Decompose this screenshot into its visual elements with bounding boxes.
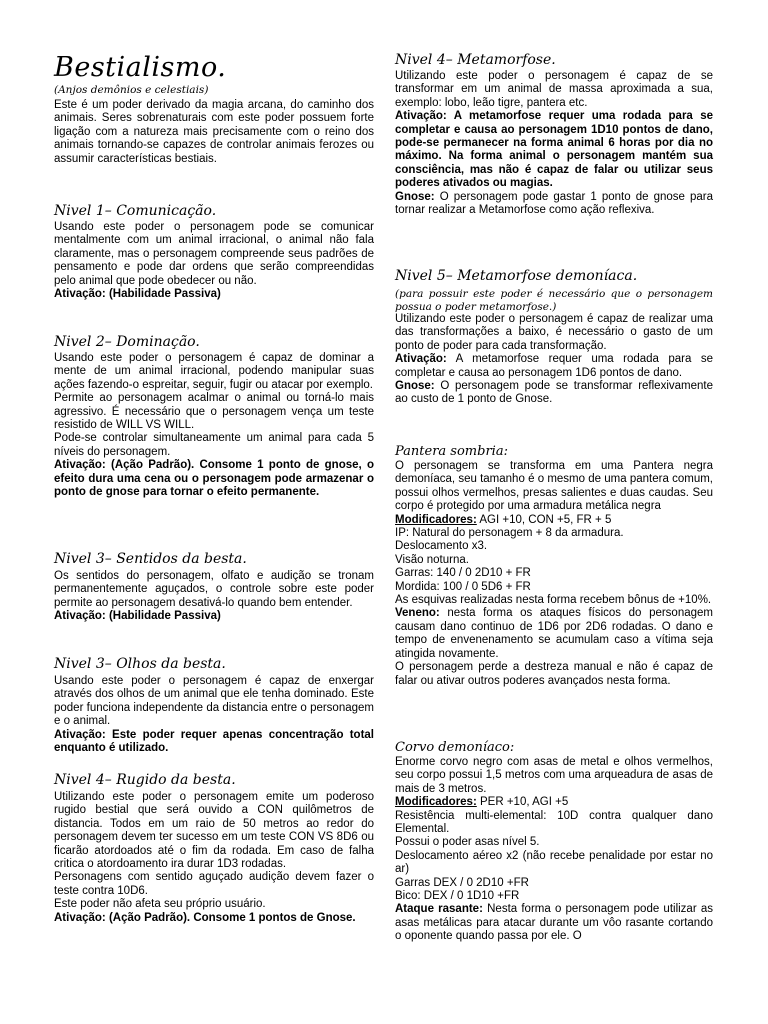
attack-text: Nesta forma o personagem pode utilizar as asas metálicas para atacar durante um vôo rasante cortando o oponente quando passa por ele. O	[395, 903, 713, 943]
modifiers-label: Modificadores:	[395, 513, 477, 526]
panther-line: Garras: 140 / 0 2D10 + FR	[395, 567, 531, 580]
level-4-metamorphosis-section	[395, 70, 713, 217]
raven-modifiers	[395, 796, 713, 809]
level-4-metamorphosis-gnose	[395, 191, 713, 218]
level-4-roar-activation: Ativação: (Ação Padrão). Consome 1 pontos de Gnose.	[54, 911, 356, 924]
level-2-heading: Nivel 2– Dominação.	[54, 334, 200, 350]
level-2-section	[54, 352, 374, 499]
panther-line: IP: Natural do personagem + 8 da armadura.	[395, 527, 624, 540]
venom-text: nesta forma os ataques físicos do personagem causam dano continuo de 1D6 por 2D6 rodadas. O dano e tempo de envenenamento se acumulam caso a vítima seja atingida novamente.	[395, 607, 713, 660]
level-2-text: Usando este poder o personagem é capaz de dominar a mente de um animal irracional, podendo manipular suas ações fazendo-o espreitar, seguir, fugir ou atacar por exemplo.	[54, 352, 374, 391]
panther-heading: Pantera sombria:	[395, 444, 508, 459]
modifiers-label: Modificadores:	[395, 796, 477, 809]
activation-label: Ativação:	[395, 353, 447, 366]
raven-line: Deslocamento aéreo x2 (não recebe penalidade por estar no ar)	[395, 849, 713, 876]
level-1-activation: Ativação: (Habilidade Passiva)	[54, 288, 221, 301]
level-2-activation: Ativação: (Ação Padrão). Consome 1 ponto de gnose, o efeito dura uma cena ou o personagem pode armazenar o ponto de gnose para tornar o efeito permanente.	[54, 459, 374, 499]
level-3-senses-activation: Ativação: (Habilidade Passiva)	[54, 610, 221, 623]
level-3-eyes-section	[54, 675, 374, 755]
raven-line: Bico: DEX / 0 1D10 +FR	[395, 890, 520, 903]
level-3-senses-heading: Nivel 3– Sentidos da besta.	[54, 551, 247, 567]
level-5-text: Utilizando este poder o personagem é capaz de realizar uma das transformações a baixo, é necessário o gasto de um ponto de poder para cada transformação.	[395, 313, 713, 352]
raven-heading: Corvo demoníaco:	[395, 740, 515, 755]
level-5-note: (para possuir este poder é necessário que o personagem possua o poder metamorfose.)	[395, 288, 713, 313]
panther-section	[395, 460, 713, 688]
level-3-eyes-heading: Nivel 3– Olhos da besta.	[54, 656, 226, 672]
gnose-text: O personagem pode se transformar reflexivamente ao custo de 1 ponto de Gnose.	[395, 380, 713, 406]
modifiers-text: AGI +10, CON +5, FR + 5	[476, 513, 612, 526]
attack-label: Ataque rasante:	[395, 903, 483, 916]
level-4-metamorphosis-heading: Nivel 4– Metamorfose.	[395, 52, 556, 68]
level-3-senses-section	[54, 570, 374, 624]
raven-attack	[395, 903, 713, 943]
panther-venom	[395, 607, 713, 661]
level-5-section	[395, 288, 713, 407]
level-4-roar-section	[54, 791, 374, 925]
level-4-metamorphosis-activation: Ativação: A metamorfose requer uma rodada para se completar e causa ao personagem 1D10 pontos de dano, pode-se permanecer na forma animal 6 horas por dia no máximo. Na forma animal o personagem mantém sua consciência, mas não é capaz de falar ou utilizar seus poderes ativados ou magias.	[395, 110, 713, 190]
panther-modifiers	[395, 514, 713, 527]
panther-text: O personagem se transforma em uma Pantera negra demoníaca, seu tamanho é o mesmo de uma pantera comum, possui olhos vermelhos, presas salientes e duas caudas. Seu corpo é protegido por uma armadura metálica negra	[395, 460, 713, 513]
gnose-text: O personagem pode gastar 1 ponto de gnose para tornar realizar a Metamorfose como ação reflexiva.	[395, 190, 713, 217]
level-3-senses-text: Os sentidos do personagem, olfato e audição se tronam permanentemente aguçados, o controle sobre este poder permite ao personagem desativá-lo quando bem entender.	[54, 570, 374, 609]
panther-line: Visão noturna.	[395, 553, 469, 566]
raven-text: Enorme corvo negro com asas de metal e olhos vermelhos, seu corpo possui 1,5 metros com uma arqueadura de asas de mais de 3 metros.	[395, 756, 713, 795]
level-4-roar-text-2: Personagens com sentido aguçado audição devem fazer o teste contra 10D6.	[54, 871, 374, 897]
level-3-eyes-text: Usando este poder o personagem é capaz de enxergar através dos olhos de um animal que ele tenha dominado. Este poder funciona independente da distancia entre o personagem e o animal.	[54, 675, 374, 728]
gnose-label: Gnose:	[395, 190, 435, 203]
level-5-gnose	[395, 380, 713, 407]
level-4-roar-text-3: Este poder não afeta seu próprio usuário.	[54, 898, 266, 911]
level-3-eyes-activation: Ativação: Este poder requer apenas concentração total enquanto é utilizado.	[54, 728, 374, 755]
level-2-text-2: Permite ao personagem acalmar o animal ou torná-lo mais agressivo. É necessário que o personagem vença um teste resistido de WILL VS WILL.	[54, 392, 374, 432]
level-4-roar-heading: Nivel 4– Rugido da besta.	[54, 772, 236, 788]
level-4-metamorphosis-text: Utilizando este poder o personagem é capaz de se transformar em um animal de massa aproximada a sua, exemplo: lobo, leão tigre, pantera etc.	[395, 70, 713, 109]
level-1-section	[54, 221, 374, 301]
level-1-heading: Nivel 1– Comunicação.	[54, 203, 217, 219]
activation-text: A metamorfose requer uma rodada para se completar e causa ao personagem 1D6 pontos de dano.	[395, 353, 713, 379]
level-4-roar-text: Utilizando este poder o personagem emite um poderoso rugido bestial que será ouvido a CON quilômetros de distancia. Todos em um raio de 50 metros ao redor do personagem devem ter sucesso em um teste CON VS 8D6 ou ficarão atordoados até o fim da rodada. Em caso de falha critica o atordoamento ira durar 1D3 rodadas.	[54, 791, 374, 871]
page-title: Bestialismo.	[54, 52, 227, 83]
panther-line: Mordida: 100 / 0 5D6 + FR	[395, 580, 531, 593]
modifiers-text: PER +10, AGI +5	[476, 796, 569, 809]
level-1-text: Usando este poder o personagem pode se comunicar mentalmente com um animal irracional, o animal não fala claramente, mas o personagem compreende seus padrões de pensamento e pode dar ordens que serão compreendidas pelo animal que pode obedecer ou não.	[54, 221, 374, 287]
level-2-text-3: Pode-se controlar simultaneamente um animal para cada 5 níveis do personagem.	[54, 432, 374, 458]
raven-section	[395, 756, 713, 944]
panther-line: As esquivas realizadas nesta forma recebem bônus de +10%.	[395, 594, 712, 607]
level-5-activation	[395, 353, 713, 380]
level-5-heading: Nivel 5– Metamorfose demoníaca.	[395, 268, 638, 284]
raven-line: Possui o poder asas nível 5.	[395, 836, 540, 849]
panther-line: Deslocamento x3.	[395, 540, 488, 553]
gnose-label: Gnose:	[395, 380, 435, 393]
page-subtitle: (Anjos demônios e celestiais)	[54, 84, 209, 96]
venom-label: Veneno:	[395, 607, 440, 620]
intro-paragraph: Este é um poder derivado da magia arcana, do caminho dos animais. Seres sobrenaturais com este poder possuem forte ligação com a natureza mais precisamente com o reino dos animais tornando-se capazes de controlar animais ferozes ou assumir características bestiais.	[54, 99, 374, 165]
panther-final: O personagem perde a destreza manual e não é capaz de falar ou ativar outros poderes avançados nesta forma.	[395, 661, 713, 687]
raven-line: Resistência multi-elemental: 10D contra qualquer dano Elemental.	[395, 809, 713, 836]
raven-line: Garras DEX / 0 2D10 +FR	[395, 876, 529, 889]
